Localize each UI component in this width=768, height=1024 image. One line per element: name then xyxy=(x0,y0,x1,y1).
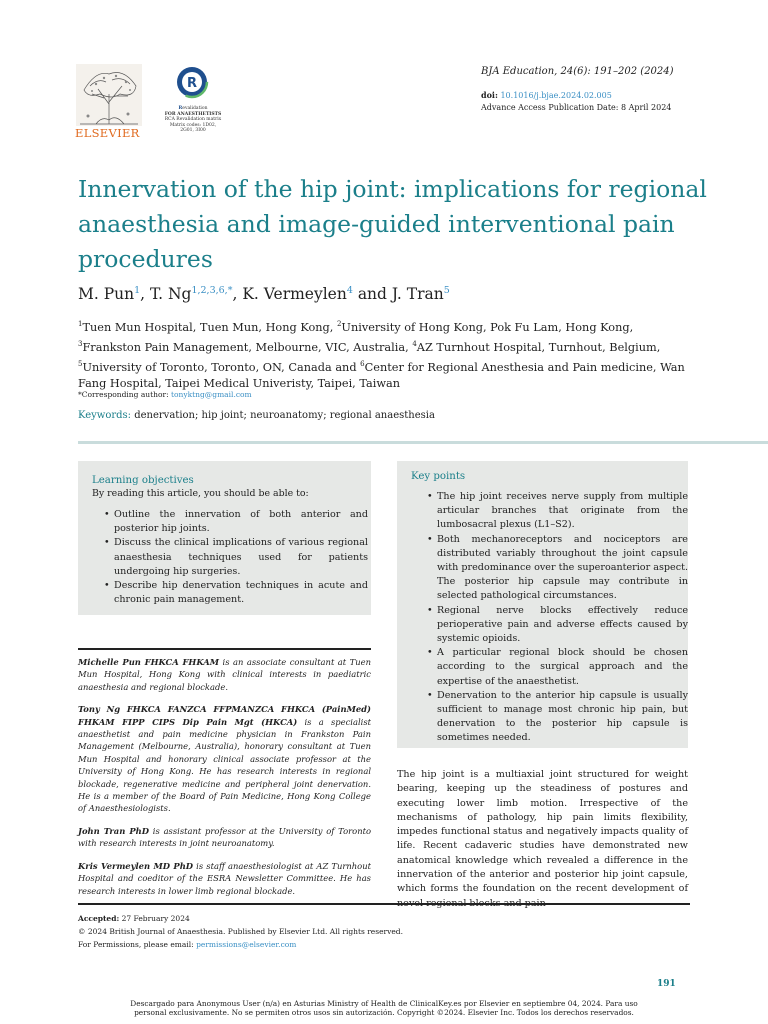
learning-objectives-box xyxy=(78,461,371,615)
ra-logo-letter: R xyxy=(186,76,198,91)
permissions-email-link[interactable]: permissions@elsevier.com xyxy=(196,940,297,949)
permissions-label: For Permissions, please email: xyxy=(78,940,197,949)
affiliation-text: Tuen Mun Hospital, Tuen Mun, Hong Kong, xyxy=(82,320,337,334)
affiliation-text: Frankston Pain Management, Melbourne, VIC, Australia, xyxy=(82,340,413,354)
author-bio xyxy=(78,860,371,897)
keywords-text: denervation; hip joint; neuroanatomy; regional anaesthesia xyxy=(131,410,435,421)
permissions-line xyxy=(78,940,296,949)
accepted-value: 27 February 2024 xyxy=(119,914,190,923)
list-item: • Discuss the clinical implications of various regional anaesthesia techniques used for patients undergoing hip surgeries. xyxy=(114,536,368,579)
corresponding-email-link[interactable]: tonyktng@gmail.com xyxy=(170,390,252,399)
affiliation-text: University of Toronto, Toronto, ON, Canada and xyxy=(82,360,361,374)
advance-access-date: Advance Access Publication Date: 8 April 2024 xyxy=(481,103,672,112)
author-name: J. Tran xyxy=(391,285,444,304)
learning-objectives-intro: By reading this article, you should be able to: xyxy=(92,488,309,499)
accepted-label: Accepted: xyxy=(78,914,120,923)
bio-text: is staff anaesthesiologist at AZ Turnhout Hospital and coeditor of the ESRA Newsletter Committee. He has research interests in lower limb regional blockade. xyxy=(78,860,371,896)
bio-name: John Tran PhD xyxy=(78,825,150,836)
affiliation-text: Center for Regional Anesthesia and Pain medicine, Wan Fang Hospital, Taipei Medical Univeristy, Taipei, Taiwan xyxy=(78,360,685,391)
affiliations xyxy=(78,316,694,392)
author-bios xyxy=(78,656,371,907)
affiliation-number: 5 xyxy=(78,359,83,368)
author-separator: , xyxy=(232,285,243,304)
author-list xyxy=(78,285,450,303)
author-affiliation-ref[interactable]: 1 xyxy=(134,285,141,296)
keywords-label: Keywords: xyxy=(78,410,132,421)
learning-objectives-title: Learning objectives xyxy=(92,475,194,486)
bio-divider xyxy=(78,648,371,650)
list-item: • Both mechanoreceptors and nociceptors are distributed variably throughout the joint capsule with predominance over the superoanterior aspect. The posterior hip capsule may contribute in selected pathological circumstances. xyxy=(437,533,688,604)
author-bio xyxy=(78,703,371,815)
author-affiliation-ref[interactable]: 4 xyxy=(346,285,353,296)
download-notice xyxy=(0,999,768,1017)
bio-name: Tony Ng FHKCA FANZCA FFPMANZCA FHKCA (PainMed) FHKAM FIPP CIPS Dip Pain Mgt (HKCA) xyxy=(78,704,371,727)
author-separator: , xyxy=(140,285,151,304)
author-bio xyxy=(78,825,371,850)
page-number: 191 xyxy=(657,979,676,989)
bio-text: is a specialist anaesthetist and pain medicine physician in Frankston Pain Management (Melbourne, Australia), honorary consultant at Tuen Mun Hospital and honorary clinical associate professor at the University of Hong Kong. He has research interests in regional blockade, regenerative medicine and peripheral joint denervation. He is a member of the Board of Pain Medicine, Hong Kong College of Anaesthesiologists. xyxy=(78,716,371,814)
copyright-line: © 2024 British Journal of Anaesthesia. Published by Elsevier Ltd. All rights reserved. xyxy=(78,927,403,936)
affiliation-text: University of Hong Kong, Pok Fu Lam, Hong Kong, xyxy=(341,320,634,334)
list-item: • Outline the innervation of both anterior and posterior hip joints. xyxy=(114,508,368,536)
affiliation-number: 2 xyxy=(336,320,342,328)
list-item: • A particular regional block should be chosen according to the surgical approach and the expertise of the anaesthetist. xyxy=(437,646,688,689)
author-bio xyxy=(78,656,371,693)
affiliation-number: 6 xyxy=(360,359,365,368)
bio-text: is an associate consultant at Tuen Mun Hospital, Hong Kong with clinical interests in paediatric anaesthesia and regional blockade. xyxy=(78,657,371,692)
author-separator: and xyxy=(352,285,392,304)
author-affiliation-ref[interactable]: 1,2,3,6,* xyxy=(191,285,233,296)
bio-name: Kris Vermeylen MD PhD xyxy=(78,860,194,871)
list-item: • Denervation to the anterior hip capsule is usually sufficient to manage most chronic hip pain, but denervation to the posterior hip capsule is sometimes needed. xyxy=(437,689,688,746)
journal-citation: BJA Education, 24(6): 191–202 (2024) xyxy=(481,66,674,77)
section-divider xyxy=(78,441,768,444)
doi-link[interactable]: 10.1016/j.bjae.2024.02.005 xyxy=(500,91,612,100)
ra-logo-caption: Revalidation FOR ANAESTHETISTS RCA Revalidation matrix Matrix codes: 1D02, 2G01, 3I00 xyxy=(164,106,222,134)
author-name: K. Vermeylen xyxy=(242,285,347,304)
author-name: T. Ng xyxy=(150,285,192,304)
affiliation-number: 4 xyxy=(412,339,417,348)
affiliation-text: AZ Turnhout Hospital, Turnhout, Belgium, xyxy=(416,340,661,354)
doi-label: doi: xyxy=(481,90,498,100)
key-points-list xyxy=(423,490,688,746)
key-points-box xyxy=(397,461,688,748)
author-name: M. Pun xyxy=(78,285,135,304)
key-points-title: Key points xyxy=(411,471,466,482)
affiliation-number: 1 xyxy=(78,320,83,328)
bio-name: Michelle Pun FHKCA FHKAM xyxy=(78,657,220,667)
elsevier-wordmark: ELSEVIER xyxy=(75,126,140,140)
article-title: Innervation of the hip joint: implications for regional anaesthesia and image-guided interventional pain procedures xyxy=(78,175,707,273)
doi-line xyxy=(481,90,612,100)
list-item: • The hip joint receives nerve supply from multiple articular branches that originate from the lumbosacral plexus (L1–S2). xyxy=(437,490,688,533)
author-affiliation-ref[interactable]: 5 xyxy=(443,285,450,296)
body-paragraph: The hip joint is a multiaxial joint structured for weight bearing, keeping up the steadiness of postures and executing lower limb motion. Irrespective of the mechanisms of pathology, hip pain limits flexibility, impedes functional status and negatively impacts quality of life. Recent cadaveric studies have demonstrated new anatomical knowledge which revealed a difference in the innervation of the anterior and posterior hip joint capsule, which forms the foundation on the recent development of xyxy=(397,769,688,895)
corresponding-author xyxy=(78,390,252,399)
list-item: • Regional nerve blocks effectively reduce perioperative pain and adverse effects caused by systemic opioids. xyxy=(437,604,688,647)
affiliation-number: 3 xyxy=(78,339,83,348)
list-item: • Describe hip denervation techniques in acute and chronic pain management. xyxy=(114,579,368,607)
learning-objectives-list xyxy=(100,508,368,607)
keywords xyxy=(78,410,435,421)
corresponding-label: *Corresponding author: xyxy=(78,390,171,399)
accepted-date xyxy=(78,914,190,923)
download-notice-line: personal exclusivamente. No se permiten otros usos sin autorización. Copyright ©2024. Elsevier Inc. Todos los derechos reservados. xyxy=(134,1008,634,1017)
footer-divider xyxy=(78,903,690,905)
bio-text: is assistant professor at the University of Toronto with research interests in joint neuroanatomy. xyxy=(78,825,372,849)
download-notice-line: Descargado para Anonymous User (n/a) en Asturias Ministry of Health de ClinicalKey.es por Elsevier en septiembre 04, 2024. Para uso xyxy=(130,999,638,1008)
